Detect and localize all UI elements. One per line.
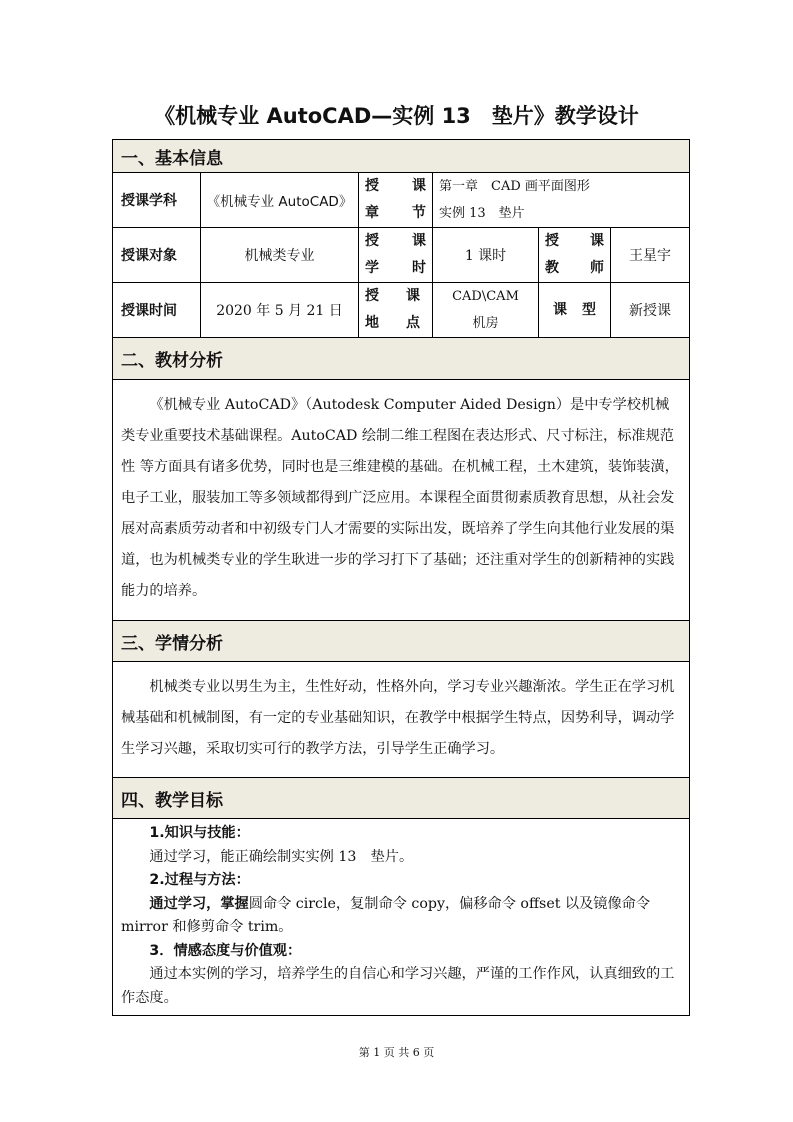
hours-value: 1 课时 bbox=[433, 228, 539, 283]
chapter-value: 第一章 CAD 画平面图形 实例 13 垫片 bbox=[433, 173, 690, 228]
place-value: CAD\CAM 机房 bbox=[433, 283, 539, 338]
time-label: 授课时间 bbox=[113, 283, 201, 338]
student-analysis-text: 机械类专业以男生为主，生性好动，性格外向，学习专业兴趣渐浓。学生正在学习机械基础和机械制图，有一定的专业基础知识，在教学中根据学生特点，因势利导，调动学生学习兴趣，采取切实可行的教学方法，引导学生正确学习。 bbox=[113, 662, 690, 778]
goal-heading-process: 2.过程与方法： bbox=[149, 872, 250, 888]
teaching-goals bbox=[113, 819, 690, 1016]
material-analysis-text: 《机械专业 AutoCAD》（Autodesk Computer Aided Design）是中专学校机械类专业重要技术基础课程。AutoCAD 绘制二维工程图在表达形式、尺寸标注，标准规范性 等方面具有诸多优势，同时也是三维建模的基础。在机械工程，土木建筑，装饰装潢，电子工业，服装加工等多领域都得到广泛应用。本课程全面贯彻素质教育思想，从社会发展对高素质劳动者和中初级专门人才需要的实际出发，既培养了学生向其他行业发展的渠道，也为机械类专业的学生耿进一步的学习打下了基础；还注重对学生的创新精神的实践能力的培养。 bbox=[113, 380, 690, 621]
goal-heading-knowledge: 1.知识与技能： bbox=[149, 825, 250, 841]
target-label: 授课对象 bbox=[113, 228, 201, 283]
goal-text-knowledge: 通过学习，能正确绘制实实例 13 垫片。 bbox=[149, 848, 414, 865]
subject-value: 《机械专业 AutoCAD》 bbox=[201, 173, 359, 228]
target-value: 机械类专业 bbox=[201, 228, 359, 283]
type-value: 新授课 bbox=[611, 283, 690, 338]
chapter-label: 授 课 章 节 bbox=[359, 173, 433, 228]
place-label: 授 课 地 点 bbox=[359, 283, 433, 338]
teacher-value: 王星宇 bbox=[611, 228, 690, 283]
teacher-label: 授 课 教 师 bbox=[539, 228, 611, 283]
section-material-analysis: 二、教材分析 bbox=[113, 338, 690, 380]
time-value: 2020 年 5 月 21 日 bbox=[201, 283, 359, 338]
hours-label: 授 课 学 时 bbox=[359, 228, 433, 283]
goal-text-process: 通过学习，掌握圆命令 circle，复制命令 copy，偏移命令 offset 以及镜像命令 mirror 和修剪命令 trim。 bbox=[121, 895, 651, 935]
section-basic-info: 一、基本信息 bbox=[113, 140, 690, 173]
section-student-analysis: 三、学情分析 bbox=[113, 621, 690, 662]
page-footer: 第 1 页 共 6 页 bbox=[358, 1046, 435, 1059]
lesson-plan-table bbox=[112, 139, 690, 1016]
subject-label: 授课学科 bbox=[113, 173, 201, 228]
type-label: 课 型 bbox=[539, 283, 611, 338]
document-title: 《机械专业 AutoCAD—实例 13 垫片》教学设计 bbox=[154, 104, 639, 128]
section-teaching-goals: 四、教学目标 bbox=[113, 778, 690, 819]
goal-heading-attitude: 3．情感态度与价值观： bbox=[149, 942, 302, 959]
goal-text-attitude: 通过本实例的学习，培养学生的自信心和学习兴趣，严谨的工作作风，认真细致的工作态度。 bbox=[121, 966, 675, 1006]
